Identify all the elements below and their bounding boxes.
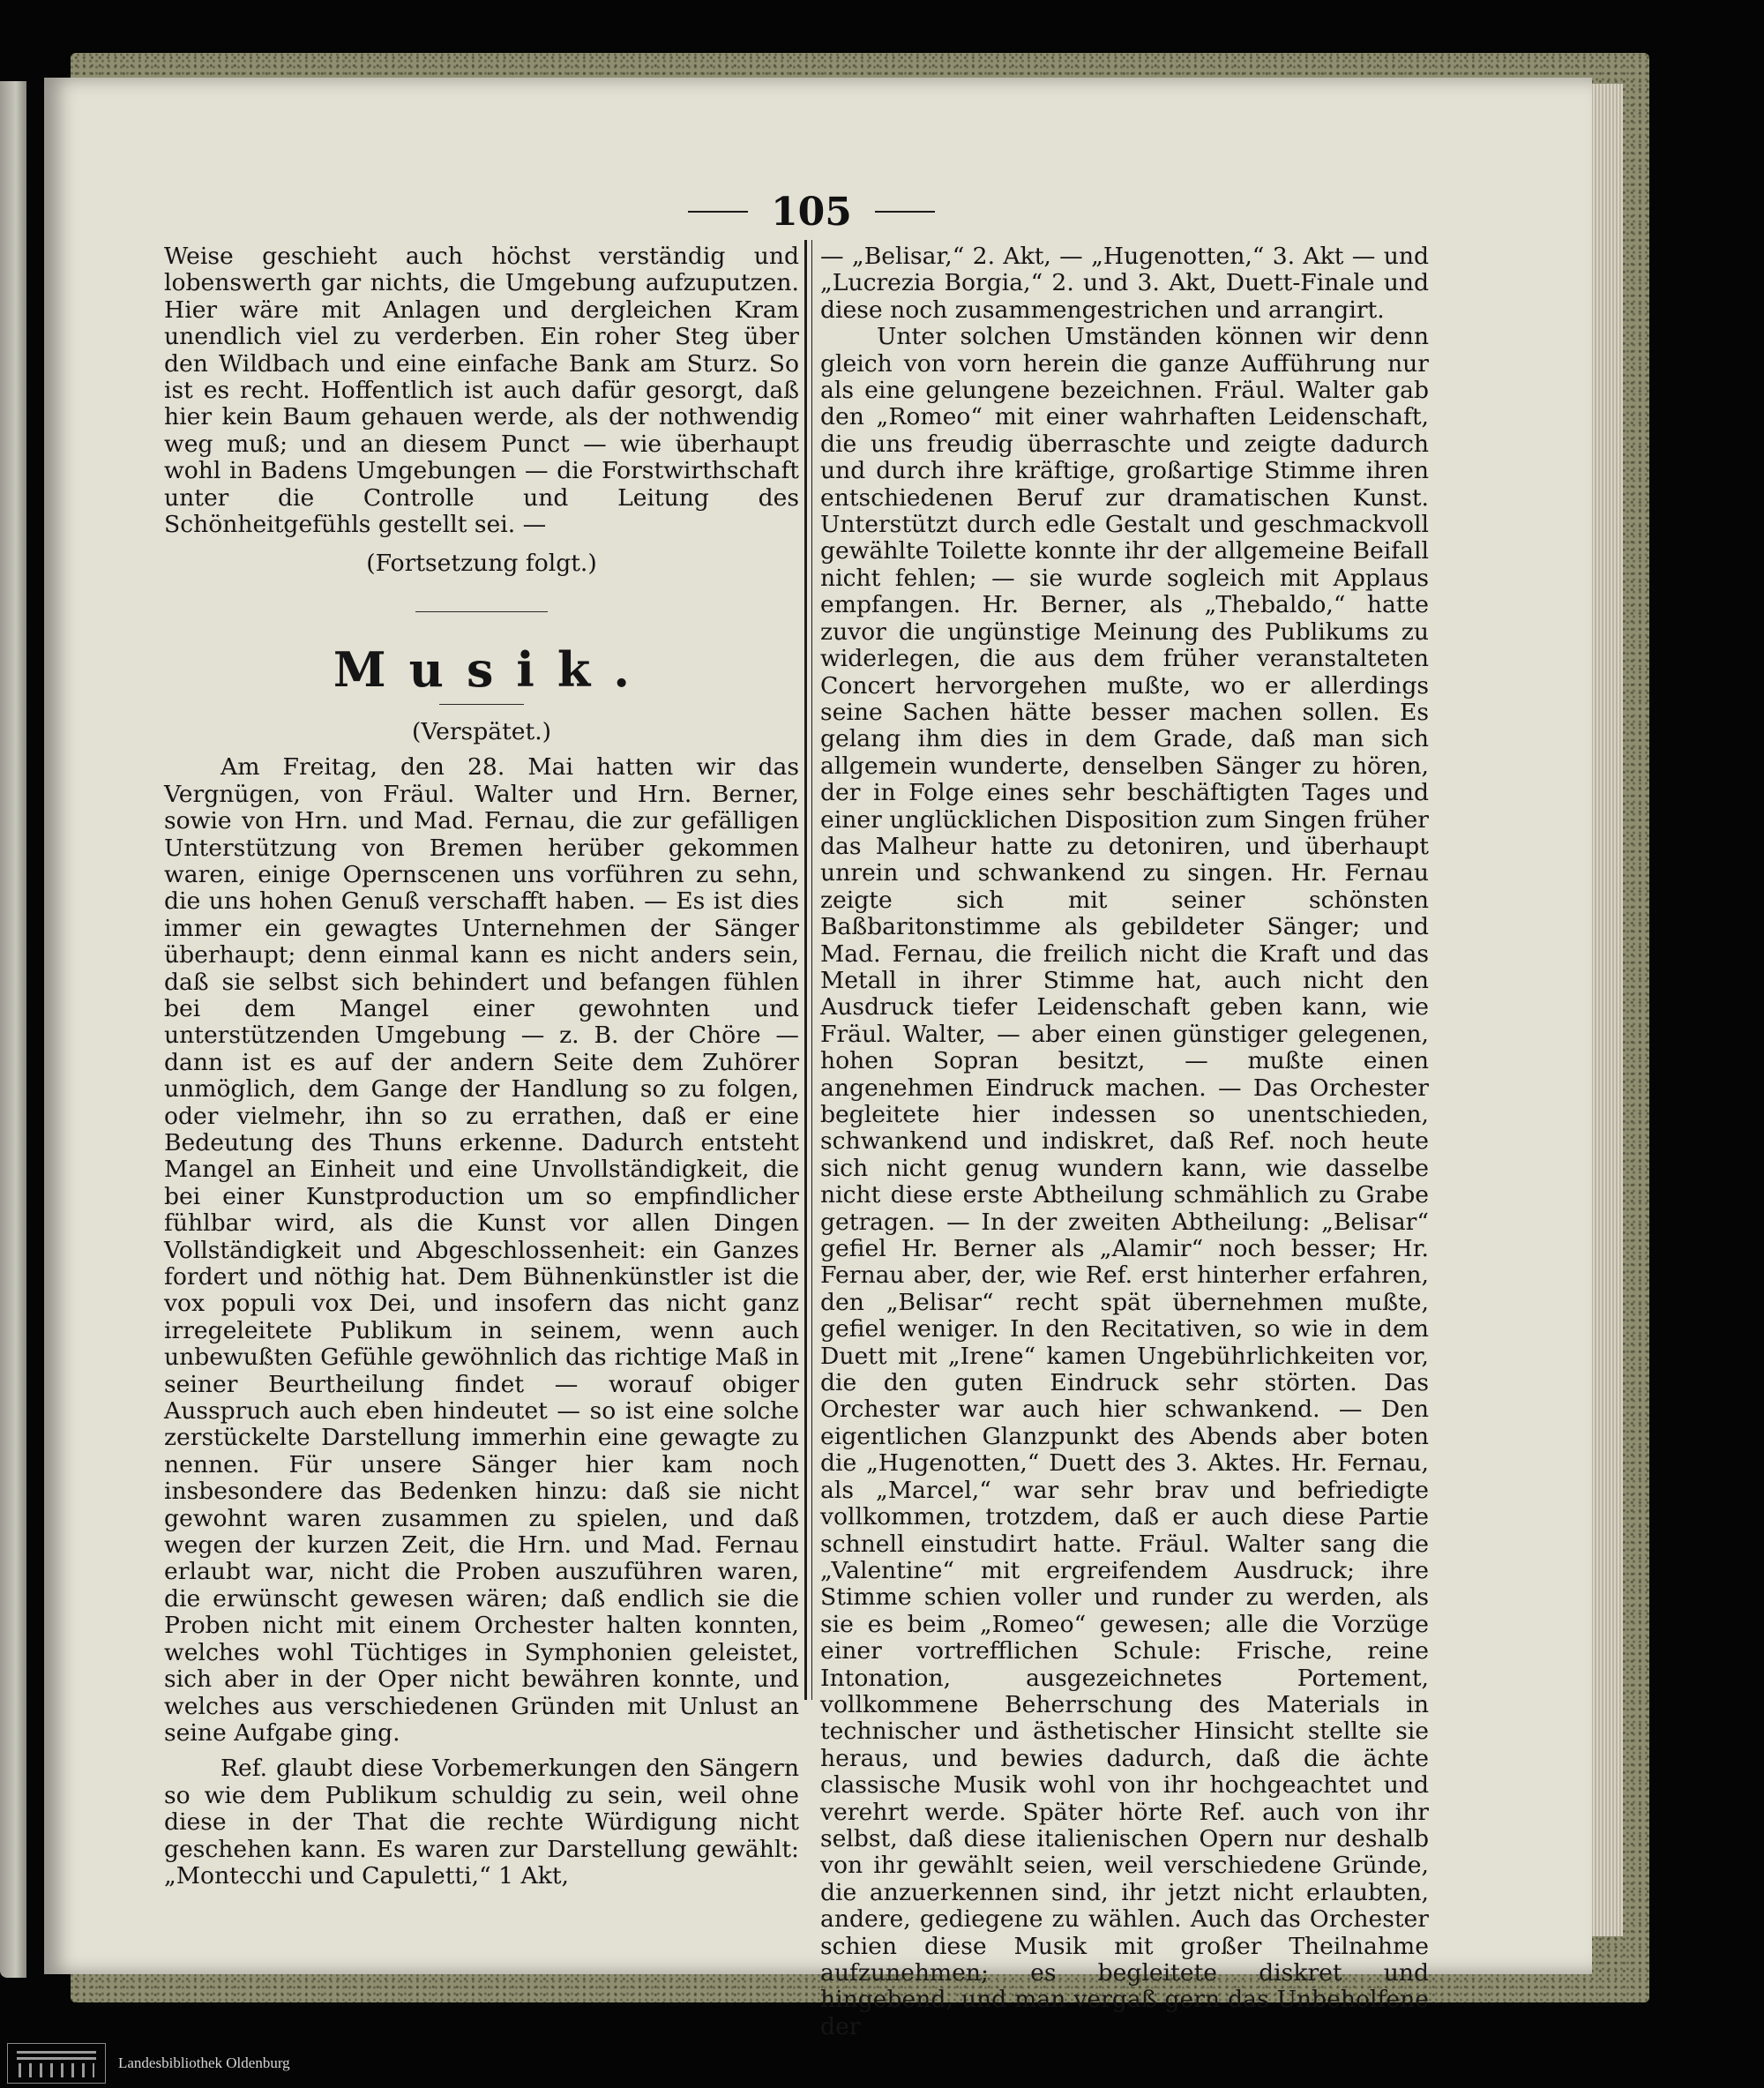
header-rule-left xyxy=(688,211,748,213)
left-column xyxy=(164,243,799,1890)
left-opening-text: Weise geschieht auch höchst verständig und lobenswerth gar nichts, die Umgebung aufzuputzen. Hier wäre mit Anlagen und dergleichen Kram unendlich viel zu verderben. Ein roher Steg über den Wildbach und eine einfache Bank am Sturz. So ist es recht. Hoffentlich ist auch dafür gesorgt, daß hier kein Baum gehauen werde, als der nothwendig weg muß; und an diesem Punct — wie überhaupt wohl in Badens Umgebungen — die Forstwirthschaft unter die Controlle und Leitung des Schönheitgefühls gestellt sei. — xyxy=(164,243,799,539)
title-underline xyxy=(439,704,524,705)
left-page-edge xyxy=(0,81,26,1978)
right-column xyxy=(820,243,1429,2038)
column-divider-thin xyxy=(811,240,812,1700)
right-paragraph-1: Unter solchen Umständen können wir denn gleich von vorn herein die ganze Aufführung nur als eine gelungene bezeichnen. Fräul. Walter gab den „Romeo“ mit einer wahrhaften Leidenschaft, die uns freudig überraschte und zeigte dadurch und durch ihre kräftige, großartige Stimme ihren entschiedenen Beruf zur dramatischen Kunst. Unterstützt durch edle Gestalt und geschmackvoll gewählte Toilette konnte ihr der allgemeine Beifall nicht fehlen; — sie wurde sogleich mit Applaus empfangen. Hr. Berner, als „Thebaldo,“ hatte zuvor die ungünstige Meinung des Publikums zu widerlegen, die aus dem früher veranstalteten Concert hervorgehen mußte, wo er allerdings seine Sachen hätte besser machen sollen. Es gelang ihm dies in dem Grade, daß man sich allgemein wunderte, denselben Sänger zu hören, der in Folge eines sehr beschäftigten Tages und einer unglücklichen Disposition zum Singen früher das Malheur hatte zu detoniren, und überhaupt unrein und schwankend zu singen. Hr. Fernau zeigte sich mit seiner schönsten Baßbaritonstimme als gebildeter Sänger; und Mad. Fernau, die freilich nicht die Kraft und das Metall in ihrer Stimme hat, auch nicht den Ausdruck tiefer Leidenschaft geben kann, wie Fräul. Walter, — aber einen günstiger gelegenen, hohen Sopran besitzt, — mußte einen angenehmen Eindruck machen. — Das Orchester begleitete hier indessen so unentschieden, schwankend und indiskret, daß Ref. noch heute sich nicht genug wundern kann, wie dasselbe nicht diese erste Abtheilung schmählich zu Grabe getragen. — In der zweiten Abtheilung: „Belisar“ gefiel Hr. Berner als „Alamir“ noch besser; Hr. Fernau aber, der, wie Ref. erst hinterher erfahren, den „Belisar“ recht spät übernehmen mußte, gefiel weniger. In den Recitativen, so wie in dem Duett mit „Irene“ kamen Ungebührlichkeiten vor, die den guten Eindruck sehr störten. Das Orchester war auch hier schwankend. — Den eigentlichen Glanzpunkt des Abends aber boten die „Hugenotten,“ Duett des 3. Aktes. Hr. Fernau, als „Marcel,“ war sehr brav und befriedigte vollkommen, trotzdem, daß er auch diese Partie schnell einstudirt hatte. Fräul. Walter sang die „Valentine“ mit ergreifendem Ausdruck; ihre Stimme schien voller und runder zu werden, als sie es beim „Romeo“ gewesen; alle die Vorzüge einer vortrefflichen Schule: Frische, reine Intonation, ausgezeichnetes Portement, vollkommene Beherrschung des Materials in technischer und ästhetischer Hinsicht stellte sie heraus, und bewies dadurch, daß die ächte classische Musik wohl von ihr hochgeachtet und verehrt werde. Später hörte Ref. auch von ihr selbst, daß diese italienischen Opern nur deshalb von ihr gewählt seien, weil verschiedene Gründe, die anzuerkennen sind, ihr jetzt nicht erlaubten, andere, gediegene zu wählen. Auch das Orchester schien diese Musik mit großer Theilnahme aufzunehmen; es begleitete diskret und hingebend, und man vergaß gern das Unbeholfene der xyxy=(820,323,1429,2038)
header-rule-right xyxy=(875,211,935,213)
left-paragraph-2: Ref. glaubt diese Vorbemerkungen den Sängern so wie dem Publikum schuldig zu sein, weil ohne diese in der That die rechte Würdigung nicht geschehen kann. Es waren zur Darstellung gewählt: „Montecchi und Capuletti,“ 1 Akt, xyxy=(164,1755,799,1890)
library-watermark-bar xyxy=(0,2038,1764,2088)
watermark-text: Landesbibliothek Oldenburg xyxy=(118,2054,290,2071)
right-opening-text: — „Belisar,“ 2. Akt, — „Hugenotten,“ 3. Akt — und „Lucrezia Borgia,“ 2. und 3. Akt, Duett-Finale und diese noch zusammengestrichen und arrangirt. xyxy=(820,243,1429,324)
page-header xyxy=(688,185,935,238)
library-building-icon xyxy=(7,2043,106,2084)
left-paragraph-1: Am Freitag, den 28. Mai hatten wir das Vergnügen, von Fräul. Walter und Hrn. Berner, sowie von Hrn. und Mad. Fernau, die zur gefälligen Unterstützung von Bremen herüber gekommen waren, einige Opernscenen uns vorführen zu sehn, die uns hohen Genuß verschafft haben. — Es ist dies immer ein gewagtes Unternehmen der Sänger überhaupt; denn einmal kann es nicht anders sein, daß sie selbst sich behindert und befangen fühlen bei dem Mangel einer gewohnten und unterstützenden Umgebung — z. B. der Chöre — dann ist es auf der andern Seite dem Zuhörer unmöglich, dem Gange der Handlung so zu folgen, oder vielmehr, ihn so zu errathen, daß er eine Bedeutung des Thuns erkenne. Dadurch entsteht Mangel an Einheit und eine Unvollständigkeit, die bei einer Kunstproduction um so empfindlicher fühlbar wird, als die Kunst vor allen Dingen Vollständigkeit und Abgeschlossenheit: ein Ganzes fordert und nöthig hat. Dem Bühnenkünstler ist die vox populi vox Dei, und insofern das nicht ganz irregeleitete Publikum in seinem, wenn auch unbewußten Gefühle gewöhnlich das richtige Maß in seiner Beurtheilung findet — worauf obiger Ausspruch auch eben hindeutet — so ist eine solche zerstückelte Darstellung immerhin eine gewagte zu nennen. Für unsere Sänger hier kam noch insbesondere das Bedenken hinzu: daß sie nicht gewohnt waren zusammen zu spielen, und daß wegen der kurzen Zeit, die Hrn. und Mad. Fernau erlaubt war, nicht die Proben auszuführen waren, die erwünscht gewesen wären; daß endlich sie die Proben nicht mit einem Orchester halten konnten, welches wohl Tüchtiges in Symphonien geleistet, sich aber in der Oper nicht bewähren konnte, und welches aus verschiedenen Gründen mit Unlust an seine Aufgabe ging. xyxy=(164,753,799,1747)
column-divider xyxy=(804,240,807,1700)
page-number: 105 xyxy=(771,189,852,235)
continuation-note: (Fortsetzung folgt.) xyxy=(366,550,597,578)
section-subtitle: (Verspätet.) xyxy=(411,717,552,745)
separator-rule xyxy=(415,611,548,612)
section-title: Musik. xyxy=(333,640,654,698)
